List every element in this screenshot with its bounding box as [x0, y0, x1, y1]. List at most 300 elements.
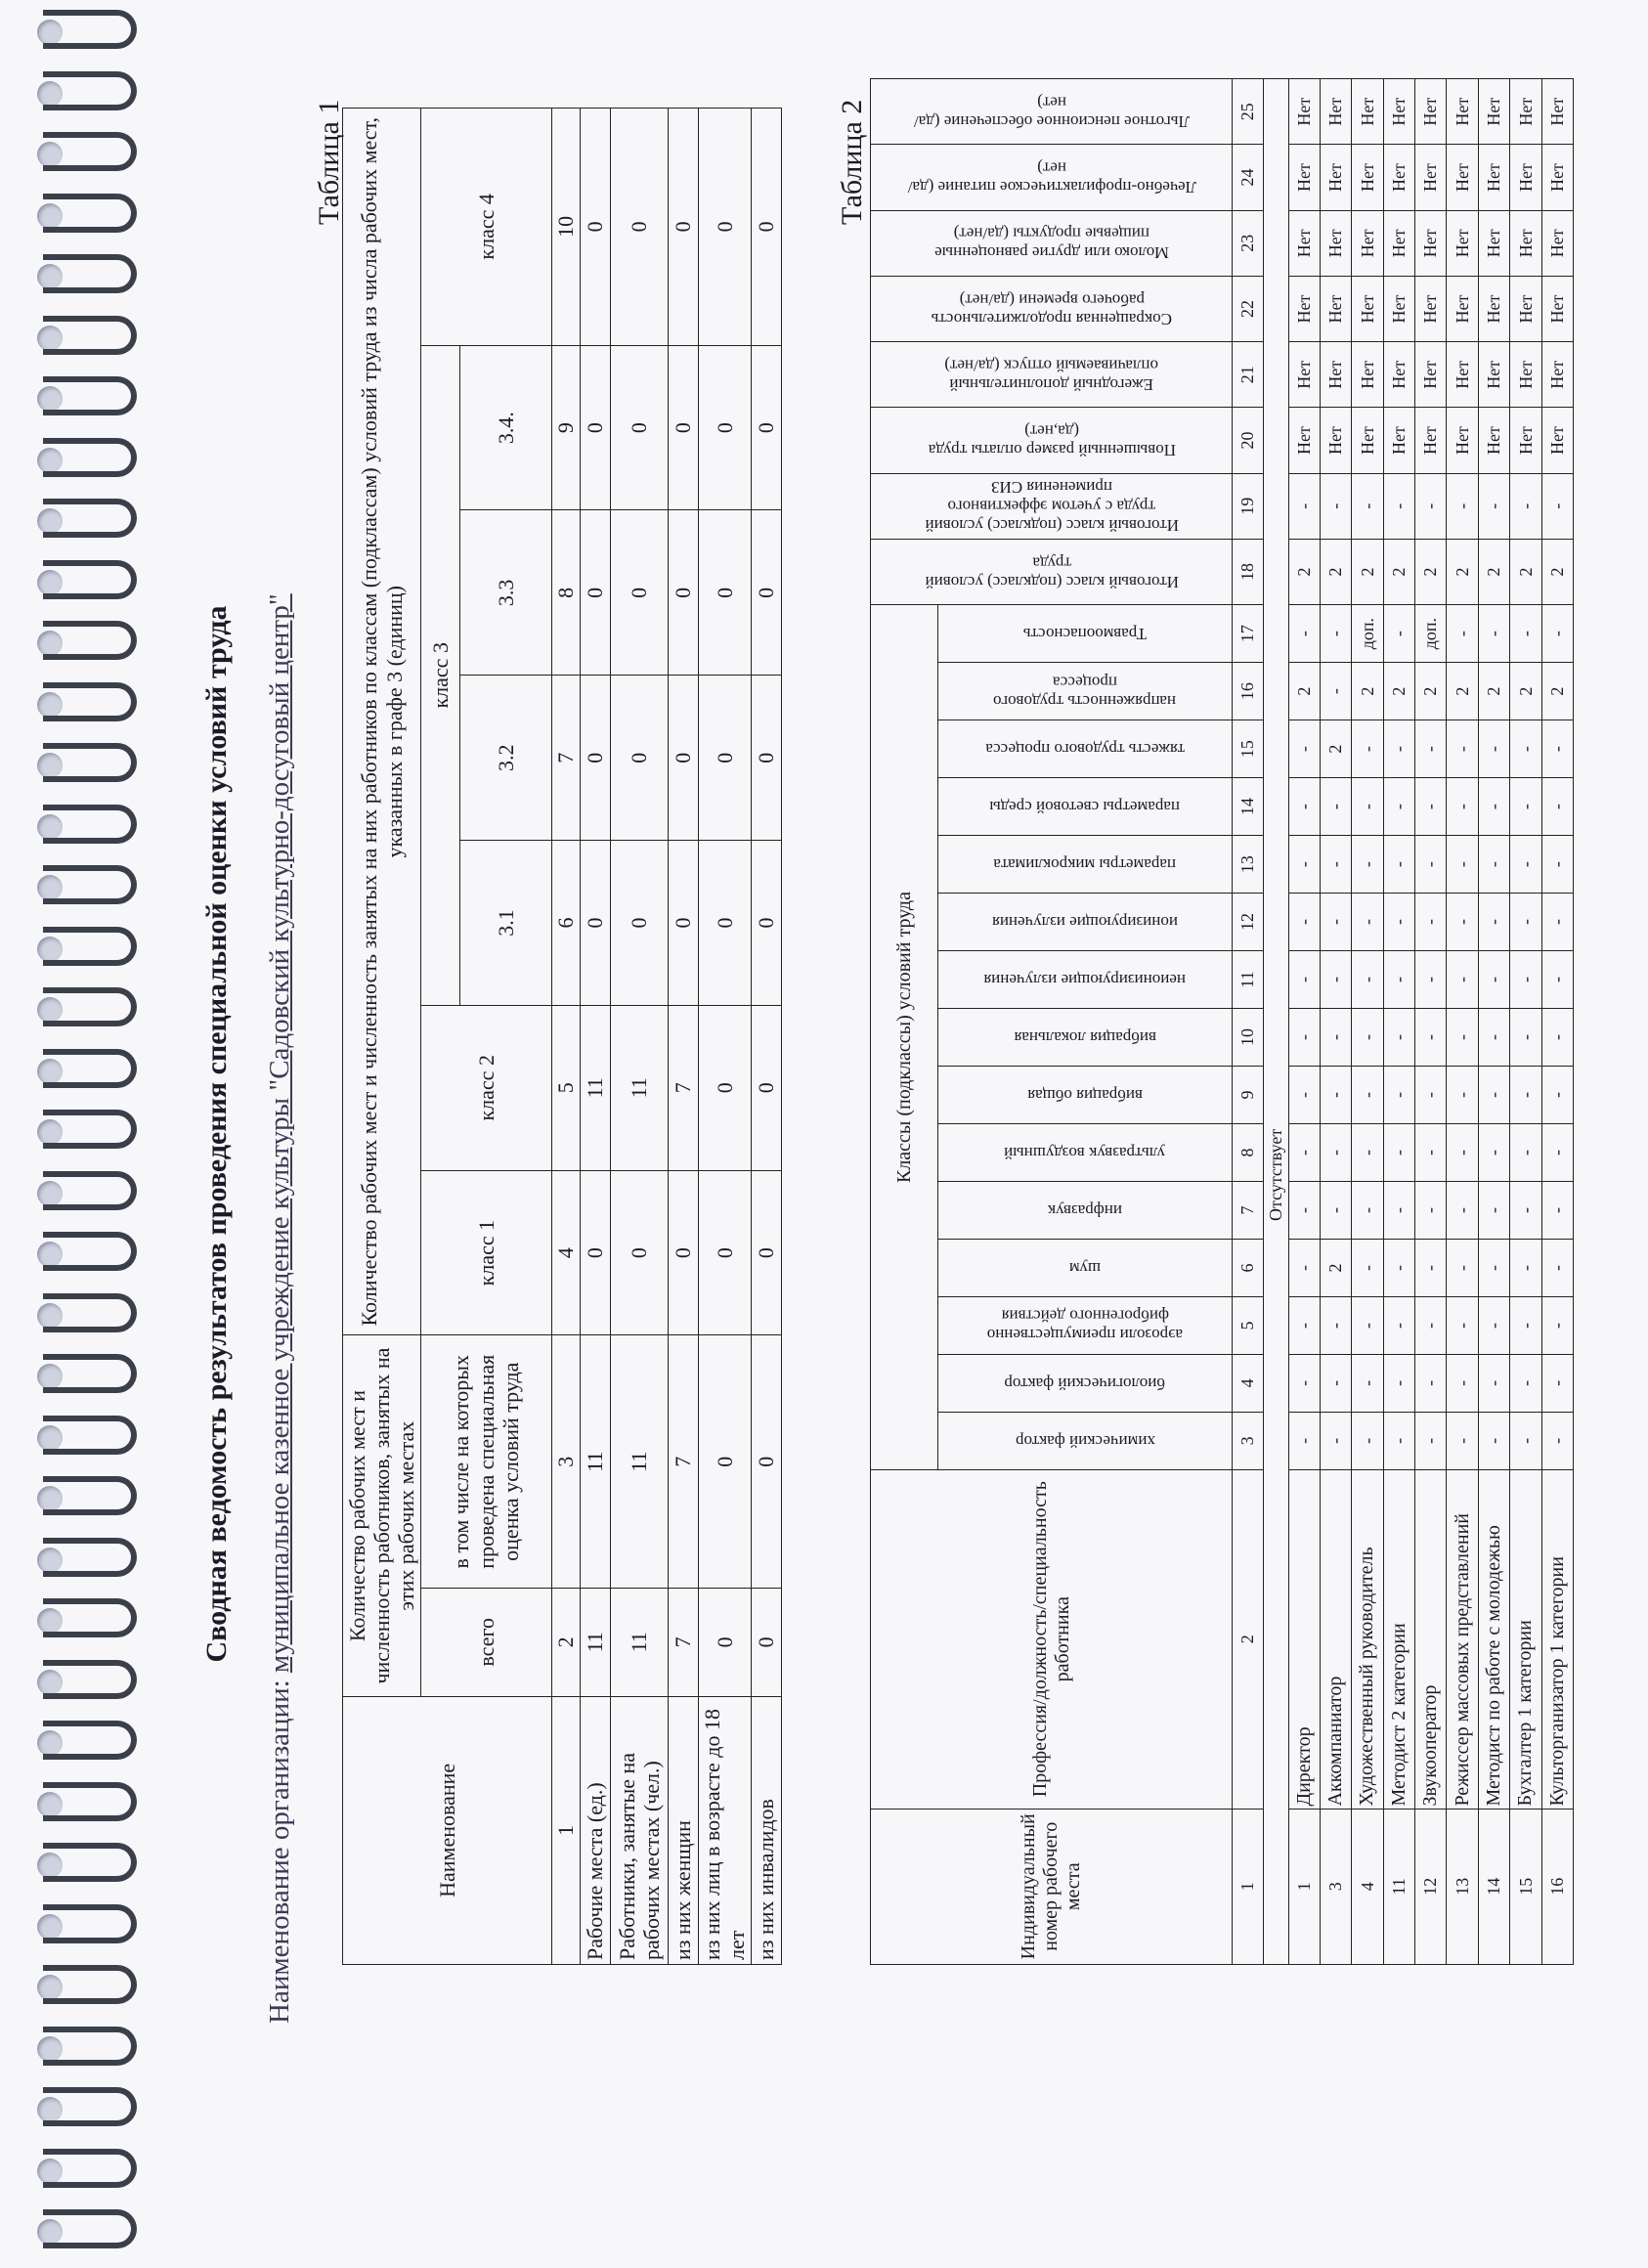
t2-cell-factor: -	[1510, 1123, 1541, 1181]
t2-cell-factor: -	[1510, 1067, 1541, 1124]
t2-cell-factor: -	[1478, 951, 1509, 1009]
t1-col-number: 10	[551, 109, 580, 346]
t2-cell-factor: -	[1510, 605, 1541, 663]
t2-cell-factor: -	[1541, 1239, 1573, 1296]
t2-cell-benefit: Нет	[1478, 342, 1509, 408]
t2-cell-benefit: Нет	[1415, 145, 1447, 210]
t2-row-prof: Художественный руководитель	[1352, 1469, 1383, 1809]
t2-cell-benefit: Нет	[1415, 276, 1447, 341]
t2-head-factor: химический фактор	[938, 1412, 1233, 1469]
t2-cell-factor: -	[1415, 1067, 1447, 1124]
t2-col-number: 3	[1233, 1412, 1264, 1469]
t2-cell-benefit: Нет	[1510, 145, 1541, 210]
t2-cell-factor: -	[1352, 1239, 1383, 1296]
t1-head-name: Наименование	[343, 1696, 552, 1964]
t2-absent-row	[1264, 79, 1288, 1965]
t1-cell: 0	[751, 1170, 781, 1335]
t1-cell: 0	[580, 109, 610, 346]
t2-cell-total: 2	[1383, 539, 1414, 604]
t1-cell: 0	[698, 676, 751, 841]
t2-cell-factor: -	[1320, 1067, 1351, 1124]
t2-number-row	[1233, 79, 1264, 1965]
t2-cell-factor: -	[1352, 778, 1383, 836]
t1-head-class2: класс 2	[421, 1005, 551, 1170]
t2-row-prof: Директор	[1288, 1469, 1320, 1809]
organization-line	[264, 593, 296, 2024]
t2-cell-factor: -	[1383, 720, 1414, 778]
t2-head-extra: Итоговый класс (подкласс) условий труда с учетом эффективного применения СИЗ	[871, 473, 1233, 539]
t2-cell-benefit: Нет	[1415, 210, 1447, 276]
t2-cell-factor: -	[1478, 720, 1509, 778]
t2-col-number: 21	[1233, 342, 1264, 408]
t2-col-number: 8	[1233, 1123, 1264, 1181]
t2-head-id: Индивидуальный номер рабочего места	[871, 1809, 1233, 1964]
t2-cell-factor: -	[1383, 951, 1414, 1009]
t1-cell: 0	[751, 510, 781, 676]
t1-cell: 0	[751, 1335, 781, 1588]
t2-cell-siz: -	[1288, 473, 1320, 539]
t1-cell: 0	[668, 1170, 698, 1335]
t2-cell-factor: -	[1352, 1123, 1383, 1181]
t2-cell-benefit: Нет	[1383, 408, 1414, 473]
t2-cell-factor: -	[1541, 720, 1573, 778]
t2-cell-benefit: Нет	[1383, 342, 1414, 408]
t2-cell-factor: -	[1352, 1296, 1383, 1354]
t1-cell: 0	[611, 841, 668, 1006]
t2-head-factor: тяжесть трудового процесса	[938, 720, 1233, 778]
t1-cell: 0	[698, 345, 751, 510]
t2-row	[1510, 79, 1541, 1965]
t2-cell-benefit: Нет	[1541, 145, 1573, 210]
t2-row-id: 15	[1510, 1809, 1541, 1964]
t2-col-number: 4	[1233, 1354, 1264, 1412]
t2-cell-benefit: Нет	[1541, 210, 1573, 276]
t2-cell-benefit: Нет	[1478, 408, 1509, 473]
t1-cell: 0	[580, 1170, 610, 1335]
t2-head-extra: Молоко или другие равноценные пищевые продукты (да/нет)	[871, 210, 1233, 276]
t2-cell-benefit: Нет	[1352, 79, 1383, 145]
t1-cell: 0	[698, 1170, 751, 1335]
t2-cell-factor: -	[1478, 1296, 1509, 1354]
t2-cell-benefit: Нет	[1447, 342, 1478, 408]
t1-number-row	[551, 109, 580, 1965]
t2-cell-siz: -	[1478, 473, 1509, 539]
t1-col-number: 9	[551, 345, 580, 510]
t2-cell-factor: -	[1510, 1239, 1541, 1296]
t2-cell-factor: -	[1383, 1181, 1414, 1239]
t2-cell-siz: -	[1352, 473, 1383, 539]
t1-col-number: 1	[551, 1696, 580, 1964]
t2-cell-factor: -	[1352, 1354, 1383, 1412]
t1-cell: 0	[751, 1005, 781, 1170]
t2-cell-factor: 2	[1352, 663, 1383, 720]
t2-cell-total: 2	[1541, 539, 1573, 604]
t2-cell-factor: -	[1288, 1412, 1320, 1469]
t2-head-extra: Ежегодный дополнительный оплачиваемый отпуск (да/нет)	[871, 342, 1233, 408]
t1-head-class1: класс 1	[421, 1170, 551, 1335]
t1-col-number: 3	[551, 1335, 580, 1588]
t2-col-number: 10	[1233, 1009, 1264, 1067]
t2-cell-factor: -	[1447, 894, 1478, 951]
t2-cell-benefit: Нет	[1447, 145, 1478, 210]
t2-cell-siz: -	[1383, 473, 1414, 539]
t2-cell-factor: -	[1415, 1181, 1447, 1239]
t2-row-id: 3	[1320, 1809, 1351, 1964]
t2-cell-benefit: Нет	[1288, 210, 1320, 276]
t2-cell-factor: -	[1320, 1296, 1351, 1354]
t1-cell: 11	[611, 1588, 668, 1696]
t2-cell-benefit: Нет	[1415, 79, 1447, 145]
t1-cell: 0	[668, 841, 698, 1006]
t2-head-factor: шум	[938, 1239, 1233, 1296]
t1-row	[668, 109, 698, 1965]
t2-col-number: 13	[1233, 836, 1264, 894]
t2-cell-factor: -	[1320, 1123, 1351, 1181]
t2-row-id: 12	[1415, 1809, 1447, 1964]
t2-cell-factor: -	[1383, 1239, 1414, 1296]
t1-cell: 0	[698, 510, 751, 676]
t2-col-number: 6	[1233, 1239, 1264, 1296]
t2-col-number: 11	[1233, 951, 1264, 1009]
t1-col-number: 2	[551, 1588, 580, 1696]
t2-cell-factor: -	[1383, 1009, 1414, 1067]
t2-cell-factor: -	[1415, 1009, 1447, 1067]
t2-cell-factor: -	[1383, 1354, 1414, 1412]
t2-cell-factor: -	[1383, 1412, 1414, 1469]
t2-row	[1352, 79, 1383, 1965]
t1-cell: 0	[611, 676, 668, 841]
t1-cell: 0	[698, 1335, 751, 1588]
t1-cell: 0	[668, 510, 698, 676]
t2-cell-benefit: Нет	[1510, 342, 1541, 408]
t2-col-number: 15	[1233, 720, 1264, 778]
t2-cell-factor: -	[1352, 894, 1383, 951]
t1-cell: 11	[580, 1588, 610, 1696]
t2-col-number: 12	[1233, 894, 1264, 951]
t2-col-number: 17	[1233, 605, 1264, 663]
t1-cell: 0	[611, 109, 668, 346]
t2-cell-factor: 2	[1320, 720, 1351, 778]
t2-absent-text: Отсутствует	[1264, 79, 1288, 1965]
t1-cell: 0	[751, 676, 781, 841]
t1-cell: 0	[611, 345, 668, 510]
t2-cell-benefit: Нет	[1288, 145, 1320, 210]
t2-cell-siz: -	[1541, 473, 1573, 539]
t2-cell-total: 2	[1478, 539, 1509, 604]
t2-head-factor: ионизирующие излучения	[938, 894, 1233, 951]
t2-row-id: 13	[1447, 1809, 1478, 1964]
t2-cell-factor: -	[1447, 1067, 1478, 1124]
t2-cell-benefit: Нет	[1541, 342, 1573, 408]
t2-row-prof: Бухгалтер 1 категории	[1510, 1469, 1541, 1809]
t2-row-prof: Звукооператор	[1415, 1469, 1447, 1809]
t1-cell: 0	[751, 345, 781, 510]
t2-cell-factor: -	[1447, 1181, 1478, 1239]
t1-cell: 0	[668, 109, 698, 346]
t2-cell-benefit: Нет	[1383, 276, 1414, 341]
t2-cell-factor: -	[1510, 778, 1541, 836]
t2-cell-factor: -	[1288, 1009, 1320, 1067]
t2-cell-benefit: Нет	[1320, 408, 1351, 473]
t2-col-number: 9	[1233, 1067, 1264, 1124]
t2-cell-siz: -	[1510, 473, 1541, 539]
t2-head-factor: ультразвук воздушный	[938, 1123, 1233, 1181]
t2-cell-benefit: Нет	[1510, 276, 1541, 341]
t1-cell: 0	[611, 510, 668, 676]
t1-cell: 0	[698, 109, 751, 346]
document-title: Сводная ведомость результатов проведения специальной оценки условий труда	[200, 605, 233, 1663]
t2-cell-factor: -	[1541, 836, 1573, 894]
t2-cell-factor: -	[1352, 1009, 1383, 1067]
t2-col-number: 5	[1233, 1296, 1264, 1354]
t2-cell-factor: -	[1447, 1412, 1478, 1469]
t2-col-number: 14	[1233, 778, 1264, 836]
t2-cell-factor: -	[1478, 836, 1509, 894]
t1-row-name: Работники, занятые на рабочих местах (чел.)	[611, 1696, 668, 1964]
t2-cell-factor: -	[1447, 1009, 1478, 1067]
t1-head-classes-group: Количество рабочих мест и численность занятых на них работников по классам (подклассам) условий труда из числа рабочих мест, указанных в графе 3 (единиц)	[343, 109, 421, 1335]
t2-cell-factor: -	[1288, 605, 1320, 663]
t2-cell-factor: -	[1383, 778, 1414, 836]
t2-cell-factor: -	[1447, 1296, 1478, 1354]
t1-cell: 0	[668, 676, 698, 841]
t2-head-factor: инфразвук	[938, 1181, 1233, 1239]
t2-cell-benefit: Нет	[1541, 79, 1573, 145]
t1-head-sub33: 3.3	[459, 510, 551, 676]
t1-col-number: 6	[551, 841, 580, 1006]
t1-cell: 0	[668, 345, 698, 510]
t2-cell-factor: -	[1352, 1067, 1383, 1124]
t2-row	[1288, 79, 1320, 1965]
t2-cell-factor: -	[1383, 605, 1414, 663]
t2-cell-factor: -	[1288, 1123, 1320, 1181]
t1-cell: 0	[698, 841, 751, 1006]
t2-cell-total: 2	[1352, 539, 1383, 604]
t2-cell-factor: -	[1383, 1067, 1414, 1124]
t2-head-factor: вибрация общая	[938, 1067, 1233, 1124]
t2-row	[1447, 79, 1478, 1965]
t2-head-extra: Сокращенная продолжительность рабочего времени (да/нет)	[871, 276, 1233, 341]
t2-cell-factor: -	[1541, 894, 1573, 951]
t2-cell-total: 2	[1320, 539, 1351, 604]
t2-cell-factor: -	[1478, 1412, 1509, 1469]
t1-head-assessed: в том числе на которых проведена специальная оценка условий труда	[421, 1335, 551, 1588]
t2-cell-factor: -	[1415, 1412, 1447, 1469]
t2-cell-total: 2	[1288, 539, 1320, 604]
t2-cell-factor: -	[1447, 951, 1478, 1009]
t2-cell-factor: -	[1320, 894, 1351, 951]
t2-cell-factor: -	[1510, 1009, 1541, 1067]
t1-cell: 7	[668, 1005, 698, 1170]
t2-cell-factor: -	[1383, 894, 1414, 951]
t2-cell-factor: -	[1288, 778, 1320, 836]
t2-head-factor: Травмоопасность	[938, 605, 1233, 663]
t2-cell-factor: -	[1320, 1412, 1351, 1469]
t2-row-id: 14	[1478, 1809, 1509, 1964]
t2-cell-factor: -	[1415, 951, 1447, 1009]
t2-cell-benefit: Нет	[1320, 145, 1351, 210]
t2-row-prof: Методист 2 категории	[1383, 1469, 1414, 1809]
t1-head-sub31: 3.1	[459, 841, 551, 1006]
t2-head-extra: Льготное пенсионное обеспечение (да/нет)	[871, 79, 1233, 145]
t1-cell: 11	[580, 1005, 610, 1170]
t2-head-factor: неионизирующие излучения	[938, 951, 1233, 1009]
t2-col-number: 1	[1233, 1809, 1264, 1964]
t2-cell-factor: 2	[1383, 663, 1414, 720]
t2-cell-factor: -	[1415, 1354, 1447, 1412]
t2-cell-factor: -	[1352, 951, 1383, 1009]
t2-cell-benefit: Нет	[1478, 79, 1509, 145]
t1-row-name: из них женщин	[668, 1696, 698, 1964]
t2-col-number: 18	[1233, 539, 1264, 604]
t2-cell-factor: -	[1447, 605, 1478, 663]
t2-col-number: 7	[1233, 1181, 1264, 1239]
t2-cell-factor: -	[1352, 720, 1383, 778]
t2-cell-factor: -	[1288, 1181, 1320, 1239]
t2-cell-factor: доп.	[1415, 605, 1447, 663]
t2-col-number: 16	[1233, 663, 1264, 720]
t2-cell-factor: -	[1415, 720, 1447, 778]
workplace-table	[870, 78, 1574, 1965]
t2-row-id: 11	[1383, 1809, 1414, 1964]
t2-cell-factor: -	[1288, 1296, 1320, 1354]
t2-cell-factor: -	[1352, 836, 1383, 894]
t1-cell: 0	[611, 1170, 668, 1335]
t2-cell-factor: -	[1541, 1009, 1573, 1067]
t2-head-factor: напряженность трудового процесса	[938, 663, 1233, 720]
t2-head-extra: Итоговый класс (подкласс) условий труда	[871, 539, 1233, 604]
t2-head-factor: параметры микроклимата	[938, 836, 1233, 894]
t2-cell-factor: -	[1541, 1123, 1573, 1181]
t2-row	[1320, 79, 1351, 1965]
t2-cell-factor: -	[1320, 836, 1351, 894]
t2-cell-factor: -	[1383, 1123, 1414, 1181]
t2-cell-benefit: Нет	[1478, 145, 1509, 210]
t2-row	[1541, 79, 1573, 1965]
t2-cell-benefit: Нет	[1447, 210, 1478, 276]
t2-row	[1415, 79, 1447, 1965]
t2-col-number: 24	[1233, 145, 1264, 210]
t2-cell-factor: -	[1415, 1296, 1447, 1354]
t2-cell-factor: -	[1510, 1181, 1541, 1239]
t2-cell-factor: -	[1447, 836, 1478, 894]
t1-row	[611, 109, 668, 1965]
t2-cell-benefit: Нет	[1288, 276, 1320, 341]
t2-cell-benefit: Нет	[1320, 79, 1351, 145]
t2-cell-siz: -	[1447, 473, 1478, 539]
t1-head-class4: класс 4	[421, 109, 551, 346]
t2-cell-factor: -	[1415, 778, 1447, 836]
t2-cell-factor: 2	[1541, 663, 1573, 720]
t2-cell-benefit: Нет	[1352, 210, 1383, 276]
t1-row-name: Рабочие места (ед.)	[580, 1696, 610, 1964]
t2-cell-factor: -	[1447, 720, 1478, 778]
t2-row-id: 4	[1352, 1809, 1383, 1964]
t2-cell-factor: -	[1383, 1296, 1414, 1354]
table2-label: Таблица 2	[836, 99, 868, 225]
t2-cell-benefit: Нет	[1288, 342, 1320, 408]
t2-cell-benefit: Нет	[1541, 408, 1573, 473]
t1-cell: 0	[580, 345, 610, 510]
t2-cell-siz: -	[1415, 473, 1447, 539]
t1-head-sub32: 3.2	[459, 676, 551, 841]
organization-value: муниципальное казенное учреждение культуры "Садовский культурно-досуговый центр"	[264, 593, 295, 1674]
t1-col-number: 8	[551, 510, 580, 676]
t2-cell-factor: 2	[1288, 663, 1320, 720]
t2-cell-total: 2	[1415, 539, 1447, 604]
t2-row-prof: Аккомпаниатор	[1320, 1469, 1351, 1809]
t2-head-extra: Повышенный размер оплаты труда (да,нет)	[871, 408, 1233, 473]
t1-cell: 11	[611, 1335, 668, 1588]
t1-cell: 0	[580, 841, 610, 1006]
t2-cell-factor: -	[1447, 1239, 1478, 1296]
t2-cell-factor: -	[1383, 836, 1414, 894]
t2-cell-benefit: Нет	[1541, 276, 1573, 341]
t2-cell-factor: -	[1541, 1296, 1573, 1354]
t2-cell-factor: -	[1415, 1123, 1447, 1181]
t1-cell: 0	[580, 510, 610, 676]
t2-cell-factor: -	[1415, 836, 1447, 894]
t1-row	[580, 109, 610, 1965]
t2-row-prof: Режиссер массовых представлений	[1447, 1469, 1478, 1809]
t1-cell: 11	[611, 1005, 668, 1170]
t2-cell-factor: -	[1352, 1181, 1383, 1239]
t2-cell-factor: -	[1288, 1067, 1320, 1124]
t1-row-name: из них лиц в возрасте до 18 лет	[698, 1696, 751, 1964]
t2-cell-factor: -	[1288, 720, 1320, 778]
t2-head-classes-group: Классы (подклассы) условий труда	[871, 605, 938, 1470]
t2-cell-factor: -	[1352, 1412, 1383, 1469]
t2-cell-factor: -	[1478, 1067, 1509, 1124]
t2-cell-factor: -	[1510, 894, 1541, 951]
t2-cell-benefit: Нет	[1447, 408, 1478, 473]
t2-cell-benefit: Нет	[1320, 276, 1351, 341]
t2-cell-benefit: Нет	[1320, 342, 1351, 408]
t2-cell-factor: -	[1415, 1239, 1447, 1296]
t2-cell-benefit: Нет	[1352, 408, 1383, 473]
t2-cell-factor: -	[1541, 605, 1573, 663]
t2-cell-factor: -	[1478, 1181, 1509, 1239]
t1-cell: 0	[751, 109, 781, 346]
t2-row-prof: Методист по работе с молодежью	[1478, 1469, 1509, 1809]
t2-cell-factor: -	[1478, 778, 1509, 836]
table1-label: Таблица 1	[313, 99, 345, 225]
t2-cell-benefit: Нет	[1510, 210, 1541, 276]
t2-row	[1383, 79, 1414, 1965]
t2-cell-factor: -	[1541, 1067, 1573, 1124]
t2-col-number: 2	[1233, 1469, 1264, 1809]
t2-cell-benefit: Нет	[1478, 210, 1509, 276]
t2-cell-benefit: Нет	[1415, 342, 1447, 408]
t1-row-name: из них инвалидов	[751, 1696, 781, 1964]
t2-cell-benefit: Нет	[1447, 276, 1478, 341]
t2-cell-benefit: Нет	[1478, 276, 1509, 341]
t1-row	[698, 109, 751, 1965]
t2-cell-factor: -	[1541, 1354, 1573, 1412]
t2-cell-factor: -	[1288, 951, 1320, 1009]
t2-col-number: 22	[1233, 276, 1264, 341]
t1-col-number: 7	[551, 676, 580, 841]
t2-cell-factor: -	[1510, 1296, 1541, 1354]
t2-cell-factor: -	[1541, 951, 1573, 1009]
t2-cell-factor: -	[1320, 1181, 1351, 1239]
t2-row-id: 1	[1288, 1809, 1320, 1964]
t2-cell-factor: 2	[1510, 663, 1541, 720]
t1-cell: 7	[668, 1335, 698, 1588]
t2-cell-factor: -	[1478, 1009, 1509, 1067]
t2-col-number: 25	[1233, 79, 1264, 145]
t1-row	[751, 109, 781, 1965]
